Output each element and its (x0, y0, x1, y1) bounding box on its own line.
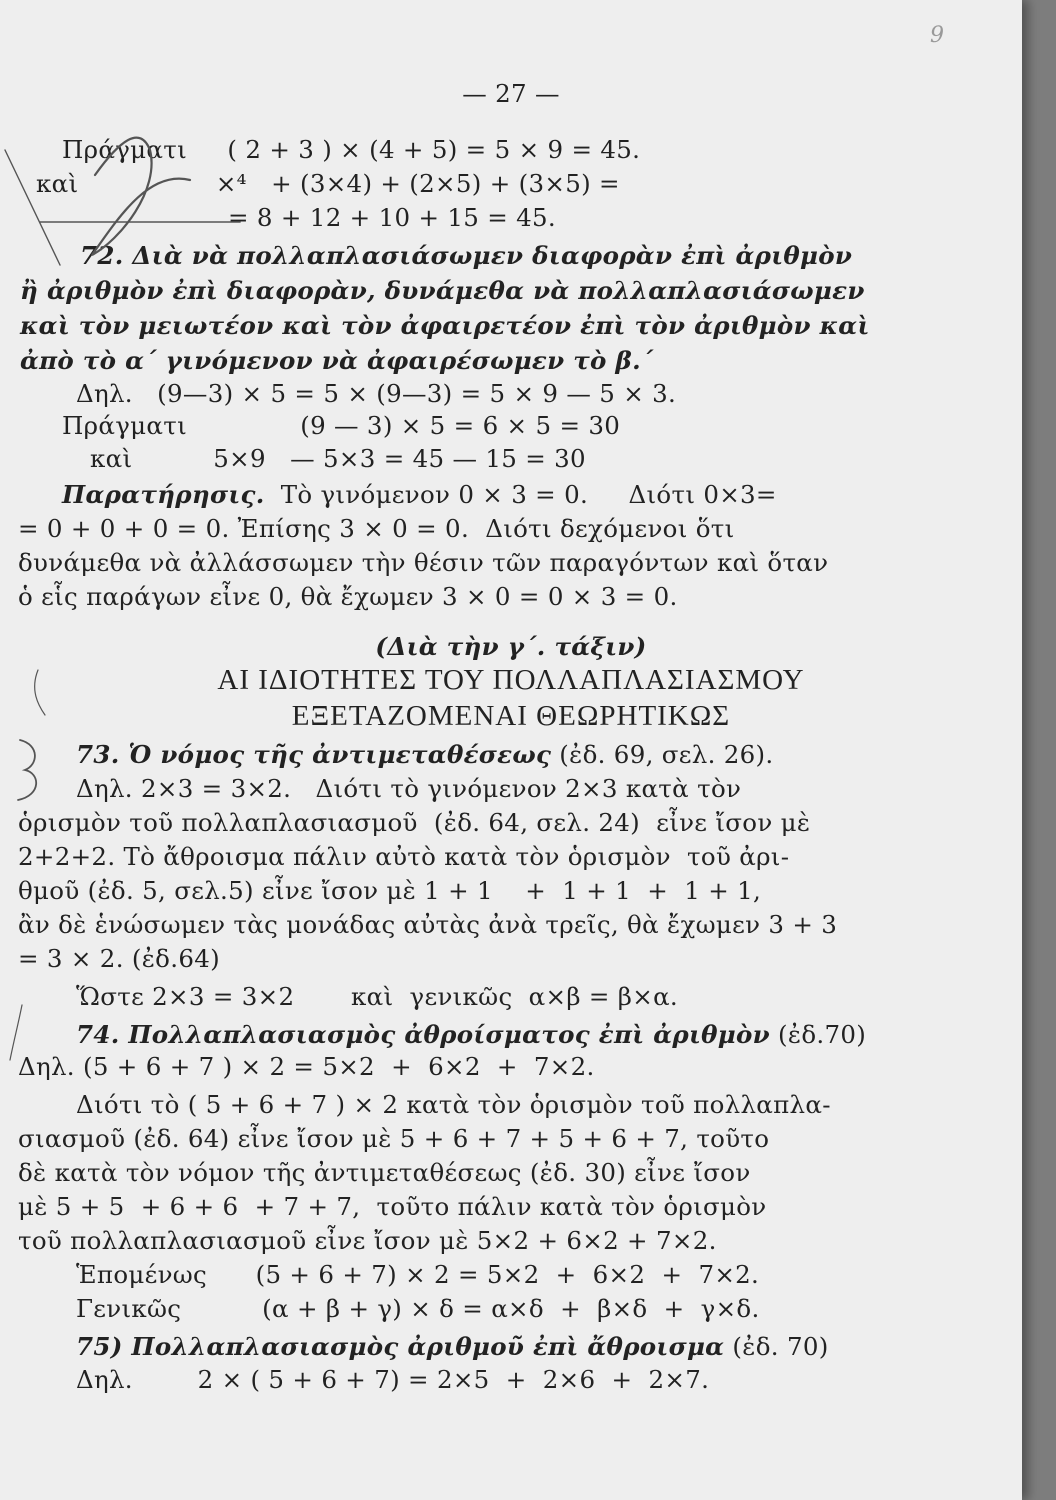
section-74-title: 74. Πολλαπλασιασμὸς ἀθροίσματος ἐπὶ ἀριθμὸν (76, 1020, 770, 1049)
example-line-3: = 8 + 12 + 10 + 15 = 45. (228, 203, 557, 232)
class-note: (Διὰ τὴν γ΄. τάξιν) (375, 632, 647, 661)
section-73-ref: (ἐδ. 69, σελ. 26). (551, 740, 774, 769)
section-75-line-1: Δηλ. 2 × ( 5 + 6 + 7) = 2×5 + 2×6 + 2×7. (76, 1365, 710, 1394)
remark-line-3: δυνάμεθα νὰ ἀλλάσσωμεν τὴν θέσιν τῶν παραγόντων καὶ ὅταν (18, 548, 829, 577)
section-74-line-2: Διότι τὸ ( 5 + 6 + 7 ) × 2 κατὰ τὸν ὁρισμὸν τοῦ πολλαπλα- (76, 1090, 831, 1119)
example-72-line-3: καὶ 5×9 — 5×3 = 45 — 15 = 30 (90, 444, 586, 473)
rule-72-line-1: 72. Διὰ νὰ πολλαπλασιάσωμεν διαφορὰν ἐπὶ ἀριθμὸν (80, 241, 853, 270)
section-75-title: 75) Πολλαπλασιασμὸς ἀριθμοῦ ἐπὶ ἄθροισμα (76, 1332, 725, 1361)
section-74-ref: (ἐδ.70) (769, 1020, 867, 1049)
rule-72-line-3: καὶ τὸν μειωτέον καὶ τὸν ἀφαιρετέον ἐπὶ τὸν ἀριθμὸν καὶ (20, 311, 870, 340)
section-75-title-line (76, 1333, 829, 1361)
section-74-line-7: Ἑπομένως (5 + 6 + 7) × 2 = 5×2 + 6×2 + 7×2. (76, 1260, 760, 1289)
section-73-line-1: Δηλ. 2×3 = 3×2. Διότι τὸ γινόμενον 2×3 κατὰ τὸν (76, 774, 742, 803)
section-73-line-5: ἂν δὲ ἑνώσωμεν τὰς μονάδας αὐτὰς ἀνὰ τρεῖς, θὰ ἔχωμεν 3 + 3 (18, 910, 838, 939)
section-73-line-7: Ὥστε 2×3 = 3×2 καὶ γενικῶς α×β = β×α. (76, 982, 679, 1011)
section-74-line-4: δὲ κατὰ τὸν νόμον τῆς ἀντιμεταθέσεως (ἐδ. 30) εἶνε ἴσον (18, 1158, 751, 1187)
remark-line-2: = 0 + 0 + 0 = 0. Ἐπίσης 3 × 0 = 0. Διότι δεχόμενοι ὅτι (18, 514, 735, 543)
section-73-line-6: = 3 × 2. (ἐδ.64) (18, 944, 220, 973)
example-72-line-1: Δηλ. (9—3) × 5 = 5 × (9—3) = 5 × 9 — 5 × 3. (76, 379, 677, 408)
section-74-line-6: τοῦ πολλαπλασιασμοῦ εἶνε ἴσον μὲ 5×2 + 6×2 + 7×2. (18, 1226, 717, 1255)
section-74-line-1: Δηλ. (5 + 6 + 7 ) × 2 = 5×2 + 6×2 + 7×2. (18, 1052, 595, 1081)
pencil-diagonal (5, 150, 60, 265)
example-line-1: Πράγματι ( 2 + 3 ) × (4 + 5) = 5 × 9 = 45. (62, 135, 641, 164)
section-73-line-3: 2+2+2. Τὸ ἄθροισμα πάλιν αὐτὸ κατὰ τὸν ὁρισμὸν τοῦ ἀρι- (18, 842, 790, 871)
section-73-title: 73. Ὁ νόμος τῆς ἀντιμεταθέσεως (76, 740, 552, 769)
section-73-line-4: θμοῦ (ἐδ. 5, σελ.5) εἶνε ἴσον μὲ 1 + 1 + 1 + 1 + 1 + 1, (18, 876, 762, 905)
remark-line-4: ὁ εἷς παράγων εἶνε 0, θὰ ἔχωμεν 3 × 0 = 0 × 3 = 0. (18, 582, 678, 611)
remark-text-1: Τὸ γινόμενον 0 × 3 = 0. Διότι 0×3= (264, 480, 777, 509)
pencil-number-3 (18, 740, 36, 800)
remark-title: Παρατήρησις. (62, 480, 265, 509)
chapter-heading-line-2: ΕΞΕΤΑΖΟΜΕΝΑΙ ΘΕΩΡΗΤΙΚΩΣ (291, 700, 731, 732)
section-74-title-line (76, 1021, 866, 1049)
remark-line-1 (62, 481, 777, 509)
section-73-line-2: ὁρισμὸν τοῦ πολλαπλασιασμοῦ (ἐδ. 64, σελ. 24) εἶνε ἴσον μὲ (18, 808, 811, 837)
page-number: — 27 — (462, 79, 560, 108)
section-73-title-line (76, 741, 774, 769)
example-line-2: καὶ ×⁴ + (3×4) + (2×5) + (3×5) = (36, 169, 620, 198)
margin-pencil-mark: 9 (930, 23, 945, 48)
section-74-line-3: σιασμοῦ (ἐδ. 64) εἶνε ἴσον μὲ 5 + 6 + 7 + 5 + 6 + 7, τοῦτο (18, 1124, 770, 1153)
section-75-ref: (ἐδ. 70) (724, 1332, 829, 1361)
rule-72-line-2: ἢ ἀριθμὸν ἐπὶ διαφορὰν, δυνάμεθα νὰ πολλαπλασιάσωμεν (20, 276, 865, 305)
example-72-line-2: Πράγματι (9 — 3) × 5 = 6 × 5 = 30 (62, 411, 621, 440)
section-74-line-5: μὲ 5 + 5 + 6 + 6 + 7 + 7, τοῦτο πάλιν κατὰ τὸν ὁρισμὸν (18, 1192, 767, 1221)
rule-72-line-4: ἀπὸ τὸ α΄ γινόμενον νὰ ἀφαιρέσωμεν τὸ β.΄ (20, 346, 654, 375)
section-74-line-8: Γενικῶς (α + β + γ) × δ = α×δ + β×δ + γ×δ. (76, 1294, 760, 1323)
chapter-heading-line-1: ΑΙ ΙΔΙΟΤΗΤΕΣ ΤΟΥ ΠΟΛΛΑΠΛΑΣΙΑΣΜΟΥ (217, 664, 805, 696)
